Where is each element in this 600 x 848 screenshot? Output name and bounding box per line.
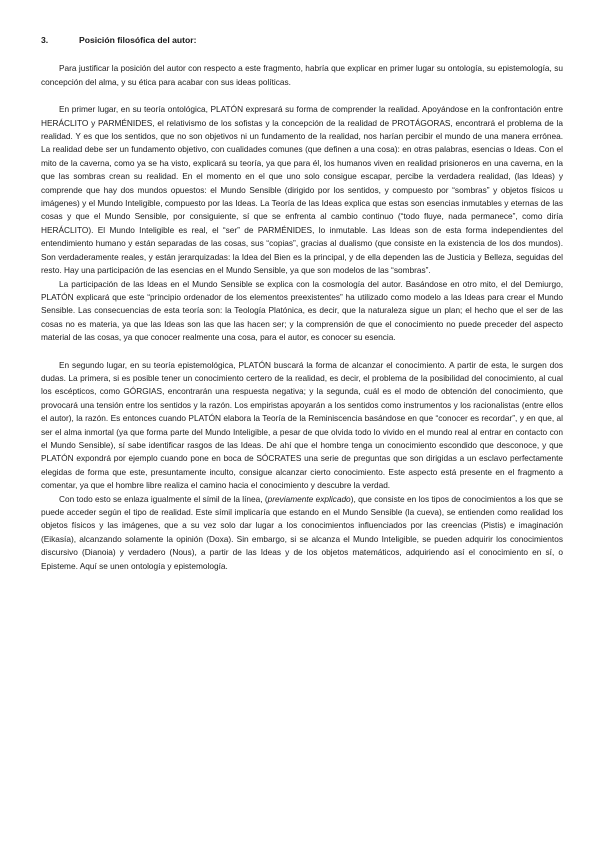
linea-italic-text: previamente explicado xyxy=(267,493,351,504)
linea-text-start: Con todo esto se enlaza igualmente el símil de la línea, ( xyxy=(59,493,268,504)
paragraph-cosmologia: La participación de las Ideas en el Mundo Sensible se explica con la cosmología del autor. Basándose en otro mito, el del Demiurgo, PLATÓN explicará que este “principio ordenador de los elementos preexistentes” ha utilizado como modelo a las Ideas para crear el Mundo Sensible. Las consecuencias de esta teoría son: la Teología Platónica, es decir, que la naturaleza sigue un plan; el hecho que el ser de las cosas no es materia, ya que las Ideas son las que las hacen ser; y la comprensión de que el conocimiento no puede preceder del aspecto material de las cosas, ya que conocer realmente una cosa, para el autor, es conocer su esencia. xyxy=(41,278,563,343)
section-heading xyxy=(41,34,563,47)
linea-text-end: ), que consiste en los tipos de conocimientos a los que se puede acceder según el tipo de realidad. Este símil implicaría que estando en el Mundo Sensible (la cueva), se entienden como realidad los objetos físicos y las imágenes, que a su vez solo dar lugar a los conocimientos influenciados por las creencias (Pistis) e imaginación (Eikasía), alcanzando solamente la opinión (Doxa). Sin embargo, si se alcanza el Mundo Inteligible, se pueden adquirir los conocimientos discursivo (Dianoia) y verdadero (Nous), a partir de las Ideas y de los objetos matemáticos, adquiriendo así el conocimiento en sí, o Episteme. Aquí se unen ontología y epistemología. xyxy=(41,493,564,571)
paragraph-linea xyxy=(41,493,563,573)
paragraph-epistemologia: En segundo lugar, en su teoría epistemológica, PLATÓN buscará la forma de alcanzar el conocimiento. A partir de esta, le surgen dos dudas. La primera, si es posible tener un conocimiento certero de la realidad, es decir, el problema de la posibilidad del conocimiento, al cual los escépticos, como GÓRGIAS, encontrarán una respuesta negativa; y la segunda, cuál es el modo de obtención del conocimiento, que provocará una tensión entre los sentidos y la razón. Los empiristas apoyarán a los sentidos como instrumentos y los racionalistas (entre ellos el autor), la razón. Es entonces cuando PLATÓN elabora la Teoría de la Reminiscencia basándose en que “conocer es recordar”, y en que, al ser el alma inmortal (ya que forma parte del Mundo Inteligible, a pesar de que olvida todo lo vivido en el mundo real al entrar en contacto con el Mundo Sensible), sí sabe identificar rasgos de las Ideas. De ahí que el hombre tenga un conocimiento escondido que desconoce, y que PLATÓN expondrá por ejemplo cuando pone en boca de SÓCRATES una serie de preguntas que son dirigidas a un esclavo perfectamente elegidas de forma que este, presuntamente inculto, consigue alcanzar cierto conocimiento. Este aspecto está presente en el fragmento a comentar, ya que el hombre libre realiza el camino hacia el conocimiento y descubre la verdad. xyxy=(41,359,563,491)
section-number: 3. xyxy=(41,35,49,45)
paragraph-intro: Para justificar la posición del autor con respecto a este fragmento, habría que explicar en primer lugar su ontología, su epistemología, su concepción del alma, y su ética para acabar con sus ideas políticas. xyxy=(41,63,563,87)
paragraph-ontologia: En primer lugar, en su teoría ontológica, PLATÓN expresará su forma de comprender la realidad. Apoyándose en la confrontación entre HERÁCLITO y PARMÉNIDES, el relativismo de los sofistas y la concepción de la realidad de PROTÁGORAS, encontrará el problema de la realidad. Y es que los sentidos, que no son objetivos ni un fundamento de la realidad, nos harían percibir el mundo de una manera errónea. La realidad debe ser un fundamento objetivo, con cualidades comunes (que definen a una cosa): en otras palabras, esencias o Ideas. Con el mito de la caverna, como ya se ha visto, explicará su teoría, ya que para él, los humanos viven en realidad prisioneros en una caverna, en la que las sombras crean su realidad. En el momento en el que uno solo consigue escapar, percibe la verdadera realidad, (las Ideas) y comprende que hay dos mundos opuestos: el Mundo Sensible (dirigido por los sentidos, y compuesto por “sombras” y objetos físicos u imágenes) y el Mundo Inteligible, compuesto por las Ideas. La Teoría de las Ideas explica que estas son esencias inmutables y eternas de las cosas y que el Mundo Sensible, por consiguiente, sí que se enfrenta al cambio continuo (“todo fluye, nada permanece”, como diría HERÁCLITO). El Mundo Inteligible es real, el “ser” de PARMÉNIDES, lo inmutable. Las Ideas son de esta forma independientes del entendimiento humano y están separadas de las cosas, sus “copias”, gracias al dualismo (que consiste en la existencia de los dos mundos). Son verdaderamente reales, y están jerarquizadas: la Idea del Bien es la principal, y de ella dependen las de Justicia y Belleza, seguidas del resto. Hay una participación de las esencias en el Mundo Sensible, ya que son modelos de las “sombras”. xyxy=(41,104,563,276)
section-title: Posición filosófica del autor: xyxy=(79,35,197,45)
